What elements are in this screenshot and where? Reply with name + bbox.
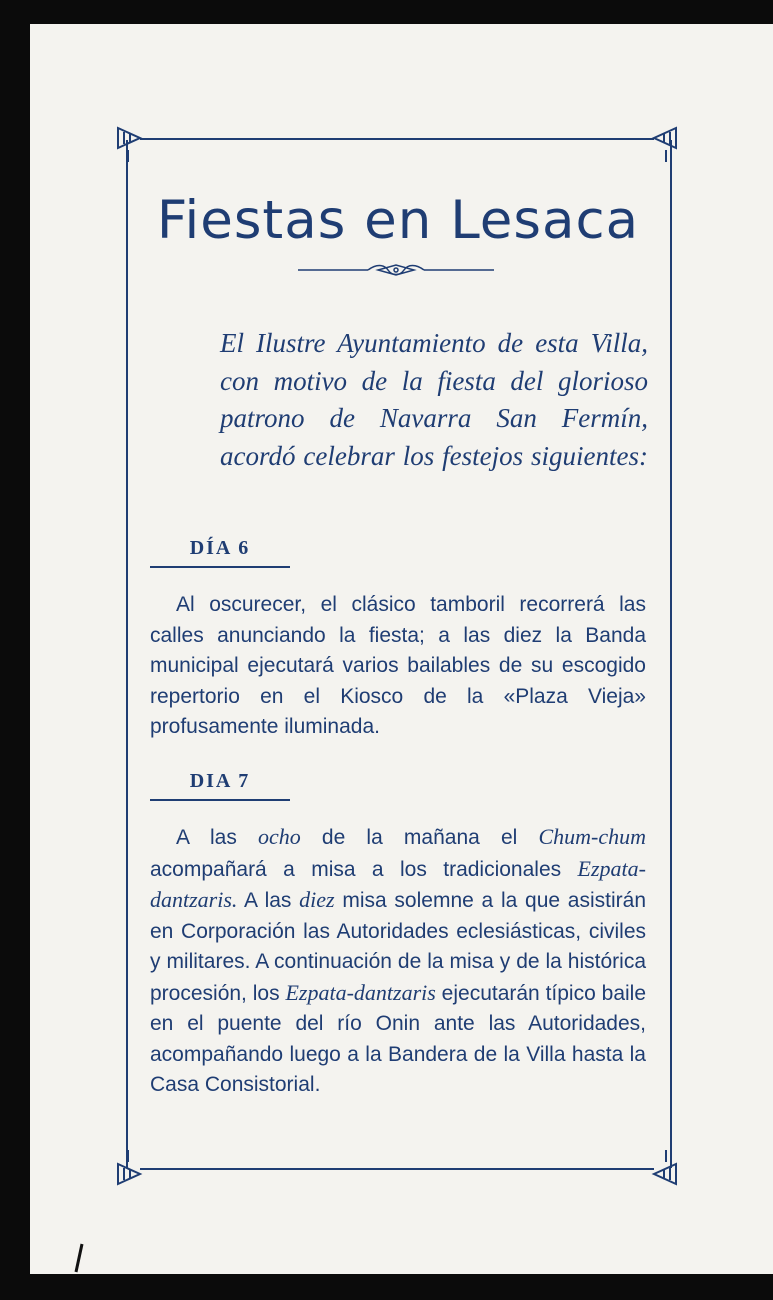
page-title: Fiestas en Lesaca [156,190,640,251]
corner-ornament-icon [114,1148,144,1188]
ink-mark-icon [72,1242,86,1276]
section-paragraph-dia-6 [150,590,646,743]
corner-ornament-icon [114,124,144,164]
section-heading-dia-7 [150,770,290,801]
heading-underline [150,799,290,801]
section-text: A las ocho de la mañana el Chum-chum acompañará a misa a los tradicionales Ezpata-dantzaris. A las diez misa solemne a la que asistirán en Corporación las Autoridades eclesiásticas, civiles y militares. A continuación de la misa y de la histórica procesión, los Ezpata-dantzaris ejecutarán típico baile en el puente del río Onin ante las Autoridades, acompañando luego a la Bandera de la Villa hasta la Casa Consistorial. [150,824,647,1096]
corner-ornament-icon [650,124,680,164]
title-divider-icon [298,262,494,278]
intro-paragraph: El Ilustre Ayuntamiento de esta Villa, con motivo de la fiesta del glorioso patrono de Navarra San Fermín, acordó celebrar los festejos siguientes: [220,328,648,471]
section-heading-label: DIA 7 [189,770,251,792]
heading-underline [150,566,290,568]
corner-ornament-icon [650,1148,680,1188]
section-heading-label: DÍA 6 [189,537,251,559]
section-paragraph-dia-7 [150,822,646,1101]
bottom-rule [140,1168,654,1170]
section-text: Al oscurecer, el clásico tamboril recorrerá las calles anunciando la fiesta; a las diez la Banda municipal ejecutará varios bailables de su escogido repertorio en el Kiosco de la «Plaza Vieja» profusamente iluminada. [150,593,646,738]
top-rule [140,138,654,140]
section-heading-dia-6 [150,537,290,568]
